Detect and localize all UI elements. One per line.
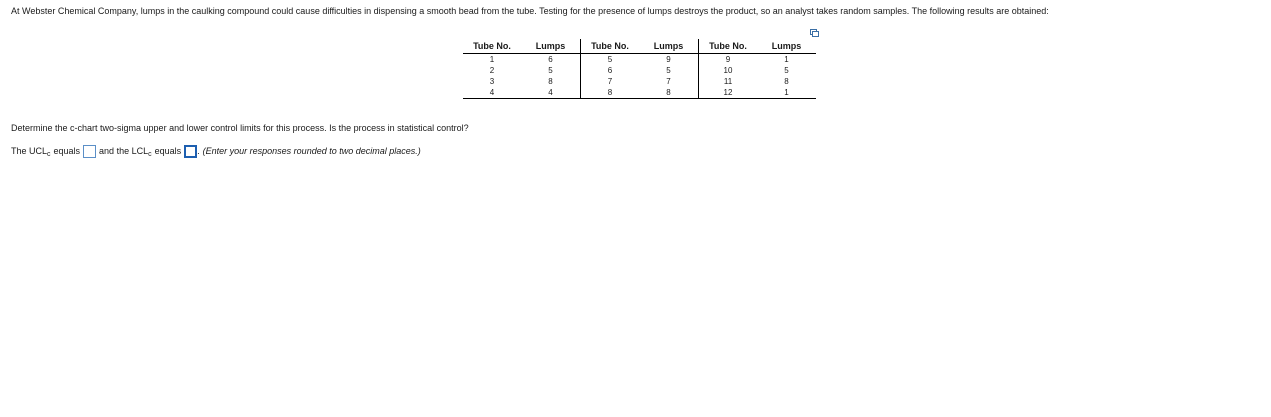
- equals-text: equals: [53, 146, 81, 156]
- table-cell: 4: [463, 87, 521, 99]
- table-cell: 5: [666, 66, 671, 75]
- table-cell: 8: [639, 87, 699, 99]
- table-cell: 8: [581, 87, 640, 99]
- table-cell: 9: [666, 55, 671, 64]
- table-cell: 6: [581, 65, 640, 76]
- header-tube-no: Tube No.: [581, 39, 640, 54]
- table-cell: 1: [757, 87, 816, 99]
- table-cell: 6: [548, 55, 553, 64]
- table-cell: 1: [784, 55, 789, 64]
- period-text: .: [197, 146, 200, 156]
- copy-icon[interactable]: [810, 29, 819, 37]
- question-text: Determine the c-chart two-sigma upper and lower control limits for this process. Is the process in statistical control?: [11, 123, 469, 133]
- problem-intro: At Webster Chemical Company, lumps in the caulking compound could cause difficulties in dispensing a smooth bead from the tube. Testing for the presence of lumps destroys the product, so an analyst takes random samples. The following results are obtained:: [11, 6, 1049, 16]
- table-row: [463, 54, 816, 66]
- table-cell: 5: [784, 66, 789, 75]
- table-cell: 5: [581, 54, 640, 66]
- header-lumps: Lumps: [521, 39, 581, 54]
- header-tube-no: Tube No.: [463, 39, 521, 54]
- table-cell: 8: [784, 77, 789, 86]
- lumps-data-table: [463, 39, 816, 99]
- table-row: [463, 65, 816, 76]
- table-row: [463, 76, 816, 87]
- table-row: [463, 87, 816, 99]
- lcl-label: and the $LCL_c$: [99, 146, 152, 158]
- table-cell: 1: [489, 55, 495, 64]
- table-cell: 3: [489, 77, 495, 86]
- table-cell: 7: [581, 76, 640, 87]
- header-tube-no: Tube No.: [699, 39, 758, 54]
- table-cell: 8: [548, 77, 553, 86]
- ucl-label: The $UCL_c$: [11, 146, 51, 158]
- table-cell: 9: [699, 54, 758, 66]
- table-cell: 10: [699, 65, 758, 76]
- table-cell: 7: [666, 77, 671, 86]
- table-header-row: [463, 39, 816, 54]
- equals-text: equals: [154, 146, 182, 156]
- header-lumps: Lumps: [757, 39, 816, 54]
- lcl-input[interactable]: [184, 145, 197, 158]
- ucl-input[interactable]: [83, 145, 96, 158]
- table-cell: 5: [548, 66, 553, 75]
- answer-line: [11, 143, 421, 159]
- rounding-hint: (Enter your responses rounded to two decimal places.): [202, 146, 421, 156]
- header-lumps: Lumps: [639, 39, 699, 54]
- table-cell: 12: [699, 87, 758, 99]
- table-cell: 2: [489, 66, 495, 75]
- table-cell: 4: [521, 87, 581, 99]
- table-cell: 11: [699, 76, 758, 87]
